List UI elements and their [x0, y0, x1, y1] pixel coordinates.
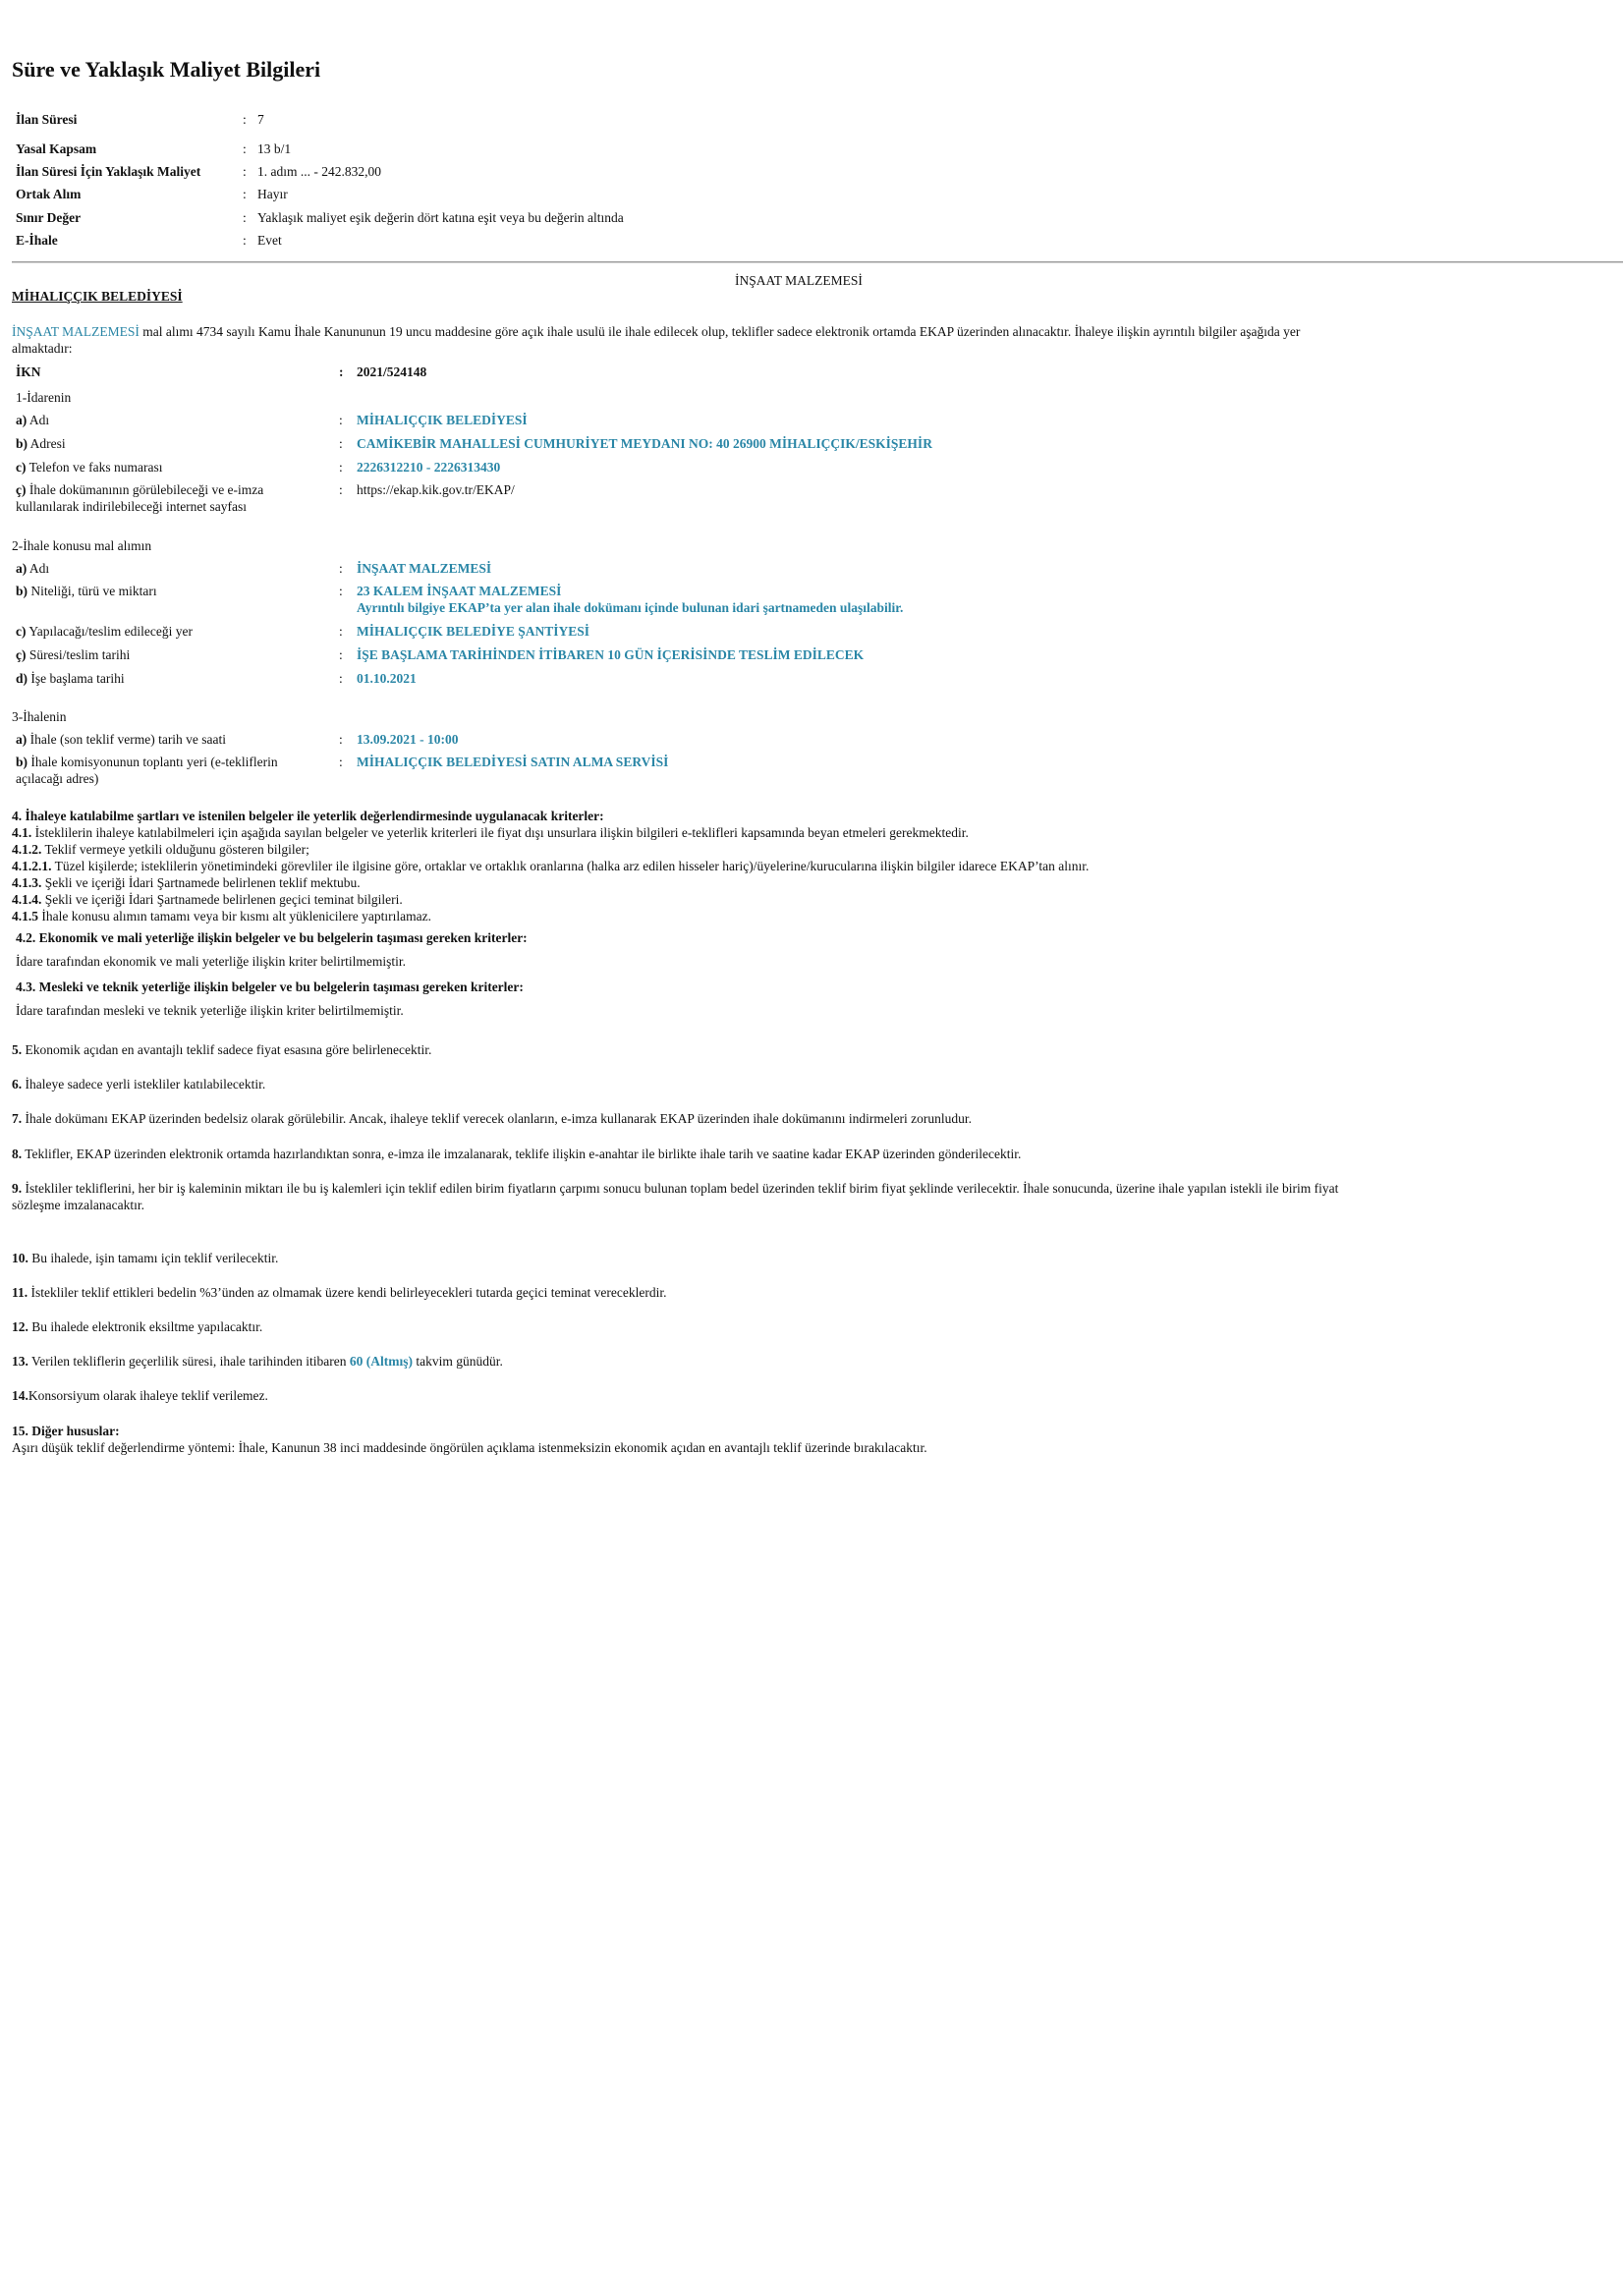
section1-row-label: ç) İhale dokümanının görülebileceği ve e-imza [16, 482, 264, 497]
subsection-42-heading: 4.2. Ekonomik ve mali yeterliğe ilişkin belgeler ve bu belgelerin taşıması gereken kriterler: [16, 930, 528, 945]
row-sep: : [339, 755, 343, 769]
summary-value: Yaklaşık maliyet eşik değerin dört katına eşit veya bu değerin altında [257, 210, 624, 225]
clause-9: 9. İstekliler tekliflerini, her bir iş kaleminin miktarı ile bu iş kalemleri için teklif edilen birim fiyatların çarpımı sonucu bulunan toplam bedel üzerinden teklif birim fiyat şeklinde verilecektir. İhale sonucunda, üzerine ihale yapılan istekli ile birim fiyat [12, 1181, 1339, 1196]
criteria-line: 4.1. İsteklilerin ihaleye katılabilmeleri için aşağıda sayılan belgeler ve yeterlik kriterleri ile fiyat dışı unsurlara ilişkin bilgileri e-teklifleri kapsamında beyan etmeleri gerekmektedir. [12, 825, 969, 840]
summary-label: Sınır Değer [16, 210, 82, 225]
meeting-place-value: MİHALIÇÇIK BELEDİYESİ SATIN ALMA SERVİSİ [357, 755, 669, 769]
row-sep: : [339, 647, 343, 662]
criteria-line: 4.1.2. Teklif vermeye yetkili olduğunu gösteren bilgiler; [12, 842, 309, 857]
row-sep: : [339, 584, 343, 598]
criteria-line: 4.1.4. Şekli ve içeriği İdari Şartnamede belirlenen geçici teminat bilgileri. [12, 892, 403, 907]
start-date-value: 01.10.2021 [357, 671, 417, 686]
clause-11: 11. İstekliler teklif ettikleri bedelin %3’ünden az olmamak üzere kendi belirleyecekleri tutarda geçici teminat vereceklerdir. [12, 1285, 667, 1300]
section2-row-label: b) Niteliği, türü ve miktarı [16, 584, 157, 598]
clause-6: 6. İhaleye sadece yerli istekliler katılabilecektir. [12, 1077, 266, 1092]
summary-label: E-İhale [16, 233, 58, 248]
summary-value: 13 b/1 [257, 141, 292, 156]
intro-text: mal alımı 4734 sayılı Kamu İhale Kanununun 19 uncu maddesine göre açık ihale usulü ile ihale edilecek olup, teklifler sadece elektronik ortamda EKAP üzerinden alınacaktır. İhaleye ilişkin ayrıntılı bilgiler aşağıda yer [139, 324, 1301, 339]
admin-address-value: CAMİKEBİR MAHALLESİ CUMHURİYET MEYDANI NO: 40 26900 MİHALIÇÇIK/ESKİŞEHİR [357, 436, 932, 451]
ikn-value: 2021/524148 [357, 364, 427, 379]
clause-14: 14.Konsorsiyum olarak ihaleye teklif verilemez. [12, 1388, 268, 1403]
clause-8: 8. Teklifler, EKAP üzerinden elektronik ortamda hazırlandıktan sonra, e-imza ile imzalanarak, teklife ilişkin e-anahtar ile birlikte ihale tarih ve saatine kadar EKAP üzerinden gönderilecektir. [12, 1147, 1022, 1161]
summary-sep: : [243, 187, 247, 201]
subsection-42-text: İdare tarafından ekonomik ve mali yeterliğe ilişkin kriter belirtilmemiştir. [16, 954, 407, 969]
intro-highlight: İNŞAAT MALZEMESİ [12, 324, 140, 339]
summary-value: Hayır [257, 187, 288, 201]
section1-row-label-line2: kullanılarak indirilebileceği internet sayfası [16, 499, 248, 514]
subsection-43-text: İdare tarafından mesleki ve teknik yeterliğe ilişkin kriter belirtilmemiştir. [16, 1003, 404, 1018]
summary-sep: : [243, 112, 247, 127]
summary-sep: : [243, 210, 247, 225]
section2-row-label: d) İşe başlama tarihi [16, 671, 125, 686]
section3-row-label: b) İhale komisyonunun toplantı yeri (e-tekliflerin [16, 755, 278, 769]
clause-12: 12. Bu ihalede elektronik eksiltme yapılacaktır. [12, 1319, 263, 1334]
subsection-43-heading: 4.3. Mesleki ve teknik yeterliğe ilişkin belgeler ve bu belgelerin taşıması gereken kriterler: [16, 980, 524, 994]
clause-10: 10. Bu ihalede, işin tamamı için teklif verilecektir. [12, 1251, 279, 1265]
section1-row-label: b) Adresi [16, 436, 66, 451]
section1-row-label: a) Adı [16, 413, 50, 427]
summary-sep: : [243, 233, 247, 248]
page-title: Süre ve Yaklaşık Maliyet Bilgileri [12, 57, 321, 82]
notice-title: İNŞAAT MALZEMESİ [735, 273, 863, 288]
clause-15-text: Aşırı düşük teklif değerlendirme yöntemi: İhale, Kanunun 38 inci maddesinde öngörülen açıklama istenmeksizin ekonomik açıdan en avantajlı teklif üzerinde bırakılacaktır. [12, 1440, 927, 1455]
summary-label: İlan Süresi İçin Yaklaşık Maliyet [16, 164, 201, 179]
ikn-sep: : [339, 364, 344, 379]
section2-row-label: a) Adı [16, 561, 50, 576]
intro-paragraph [12, 323, 1623, 340]
divider [12, 261, 1623, 263]
intro-text-line2: almaktadır: [12, 341, 73, 356]
admin-phone-value: 2226312210 - 2226313430 [357, 460, 501, 475]
admin-name-value: MİHALIÇÇIK BELEDİYESİ [357, 413, 528, 427]
summary-sep: : [243, 164, 247, 179]
row-sep: : [339, 436, 343, 451]
section2-row-label: c) Yapılacağı/teslim edileceği yer [16, 624, 193, 639]
section3-row-label: a) İhale (son teklif verme) tarih ve saati [16, 732, 227, 747]
summary-value: 7 [257, 112, 264, 127]
clause-5: 5. Ekonomik açıdan en avantajlı teklif sadece fiyat esasına göre belirlenecektir. [12, 1042, 432, 1057]
item-quantity-value: 23 KALEM İNŞAAT MALZEMESİ [357, 584, 562, 598]
criteria-line: 4.1.3. Şekli ve içeriği İdari Şartnamede belirlenen teklif mektubu. [12, 875, 361, 890]
row-sep: : [339, 624, 343, 639]
row-sep: : [339, 482, 343, 497]
section2-row-label: ç) Süresi/teslim tarihi [16, 647, 131, 662]
item-name-value: İNŞAAT MALZEMESİ [357, 561, 492, 576]
row-sep: : [339, 413, 343, 427]
criteria-line: 4.1.2.1. Tüzel kişilerde; isteklilerin yönetimindeki görevliler ile ilgisine göre, ortaklar ve ortaklık oranlarına (halka arz edilen hisseler hariç)/üyelerine/kurucularına ilişkin bilgiler idarece EKAP’tan alınır. [12, 859, 1090, 873]
summary-label: İlan Süresi [16, 112, 78, 127]
row-sep: : [339, 561, 343, 576]
row-sep: : [339, 732, 343, 747]
criteria-line: 4.1.5 İhale konusu alımın tamamı veya bir kısmı alt yüklenicilere yaptırılamaz. [12, 909, 432, 924]
institution-name: MİHALIÇÇIK BELEDİYESİ [12, 289, 183, 304]
section2-heading: 2-İhale konusu mal alımın [12, 538, 152, 553]
tender-datetime-value: 13.09.2021 - 10:00 [357, 732, 459, 747]
ekap-url-link[interactable]: https://ekap.kik.gov.tr/EKAP/ [357, 482, 515, 497]
item-detail-note: Ayrıntılı bilgiye EKAP’ta yer alan ihale dokümanı içinde bulunan idari şartnameden ulaşılabilir. [357, 600, 904, 615]
section4-heading: 4. İhaleye katılabilme şartları ve istenilen belgeler ile yeterlik değerlendirmesinde uygulanacak kriterler: [12, 809, 604, 823]
section3-row-label-line2: açılacağı adres) [16, 771, 99, 786]
delivery-time-value: İŞE BAŞLAMA TARİHİNDEN İTİBAREN 10 GÜN İÇERİSİNDE TESLİM EDİLECEK [357, 647, 865, 662]
row-sep: : [339, 460, 343, 475]
section1-row-label: c) Telefon ve faks numarası [16, 460, 163, 475]
row-sep: : [339, 671, 343, 686]
clause-7: 7. İhale dokümanı EKAP üzerinden bedelsiz olarak görülebilir. Ancak, ihaleye teklif verecek olanların, e-imza kullanarak EKAP üzerinden ihale dokümanını indirmeleri zorunludur. [12, 1111, 973, 1126]
validity-period: 60 (Altmış) [349, 1354, 414, 1369]
clause-13: 13. Verilen tekliflerin geçerlilik süresi, ihale tarihinden itibaren 60 (Altmış) takvim günüdür. [12, 1354, 503, 1369]
clause-15-heading: 15. Diğer hususlar: [12, 1424, 120, 1438]
section3-heading: 3-İhalenin [12, 709, 67, 724]
section1-heading: 1-İdarenin [16, 390, 72, 405]
clause-9-line2: sözleşme imzalanacaktır. [12, 1198, 144, 1212]
summary-value: 1. adım ... - 242.832,00 [257, 164, 381, 179]
summary-sep: : [243, 141, 247, 156]
delivery-place-value: MİHALIÇÇIK BELEDİYE ŞANTİYESİ [357, 624, 590, 639]
summary-label: Ortak Alım [16, 187, 82, 201]
ikn-label: İKN [16, 364, 41, 379]
summary-label: Yasal Kapsam [16, 141, 97, 156]
summary-value: Evet [257, 233, 282, 248]
